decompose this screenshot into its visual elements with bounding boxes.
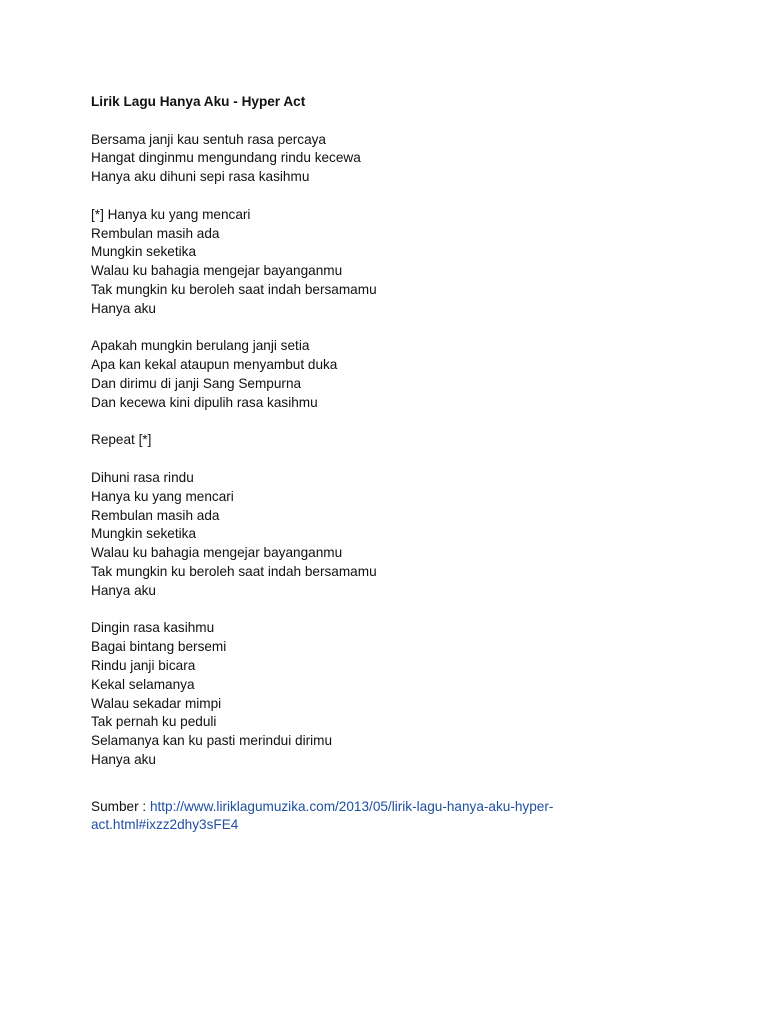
source-link-part-2[interactable]: act.html#ixzz2dhy3sFE4 xyxy=(91,817,239,833)
lyric-line: Rindu janji bicara xyxy=(91,657,196,673)
spacer xyxy=(91,450,711,469)
lyric-line: Dihuni rasa rindu xyxy=(91,469,194,485)
lyric-line: Walau sekadar mimpi xyxy=(91,695,222,711)
lyric-line: Apakah mungkin berulang janji setia xyxy=(91,338,310,354)
lyric-line: Hanya aku dihuni sepi rasa kasihmu xyxy=(91,169,310,185)
lyric-line: Kekal selamanya xyxy=(91,676,195,692)
document-title: Lirik Lagu Hanya Aku - Hyper Act xyxy=(91,94,306,109)
spacer xyxy=(91,770,711,798)
lyrics-stanza-6 xyxy=(91,619,711,769)
source-link-part-1[interactable]: http://www.liriklagumuzika.com/2013/05/lirik-lagu-hanya-aku-hyper- xyxy=(149,798,554,814)
source-citation xyxy=(91,798,711,836)
lyric-line: Tak mungkin ku beroleh saat indah bersamamu xyxy=(91,281,377,297)
spacer xyxy=(91,187,711,206)
lyric-line: Bagai bintang bersemi xyxy=(91,639,227,655)
lyrics-stanza-5 xyxy=(91,469,711,601)
lyric-line: Rembulan masih ada xyxy=(91,507,220,523)
lyric-line: Tak mungkin ku beroleh saat indah bersamamu xyxy=(91,563,377,579)
lyric-line: Walau ku bahagia mengejar bayanganmu xyxy=(91,545,343,561)
lyric-line: Selamanya kan ku pasti merindui dirimu xyxy=(91,733,333,749)
lyric-line: Dan dirimu di janji Sang Sempurna xyxy=(91,375,302,391)
lyric-line: [*] Hanya ku yang mencari xyxy=(91,206,251,222)
lyric-line: Hanya aku xyxy=(91,300,156,316)
lyrics-stanza-1 xyxy=(91,131,711,187)
source-line-1 xyxy=(91,798,711,817)
source-label: Sumber : xyxy=(91,798,150,814)
lyric-line: Hanya aku xyxy=(91,751,156,767)
spacer xyxy=(91,601,711,620)
lyrics-stanza-repeat xyxy=(91,431,711,450)
document-page xyxy=(91,93,711,835)
lyrics-stanza-2 xyxy=(91,206,711,319)
lyric-line: Dan kecewa kini dipulih rasa kasihmu xyxy=(91,394,318,410)
lyric-line: Walau ku bahagia mengejar bayanganmu xyxy=(91,263,343,279)
lyric-line: Hanya ku yang mencari xyxy=(91,488,234,504)
lyric-line: Hangat dinginmu mengundang rindu kecewa xyxy=(91,150,361,166)
lyric-line: Mungkin seketika xyxy=(91,526,197,542)
lyrics-stanza-3 xyxy=(91,337,711,412)
spacer xyxy=(91,413,711,432)
lyric-line: Bersama janji kau sentuh rasa percaya xyxy=(91,131,326,147)
lyric-line: Dingin rasa kasihmu xyxy=(91,620,215,636)
spacer xyxy=(91,319,711,338)
lyric-line: Rembulan masih ada xyxy=(91,225,220,241)
lyric-line: Hanya aku xyxy=(91,582,156,598)
spacer xyxy=(91,112,711,131)
lyric-line: Apa kan kekal ataupun menyambut duka xyxy=(91,357,338,373)
source-line-2 xyxy=(91,816,711,835)
lyric-line: Repeat [*] xyxy=(91,432,152,448)
lyric-line: Mungkin seketika xyxy=(91,244,197,260)
lyric-line: Tak pernah ku peduli xyxy=(91,714,217,730)
